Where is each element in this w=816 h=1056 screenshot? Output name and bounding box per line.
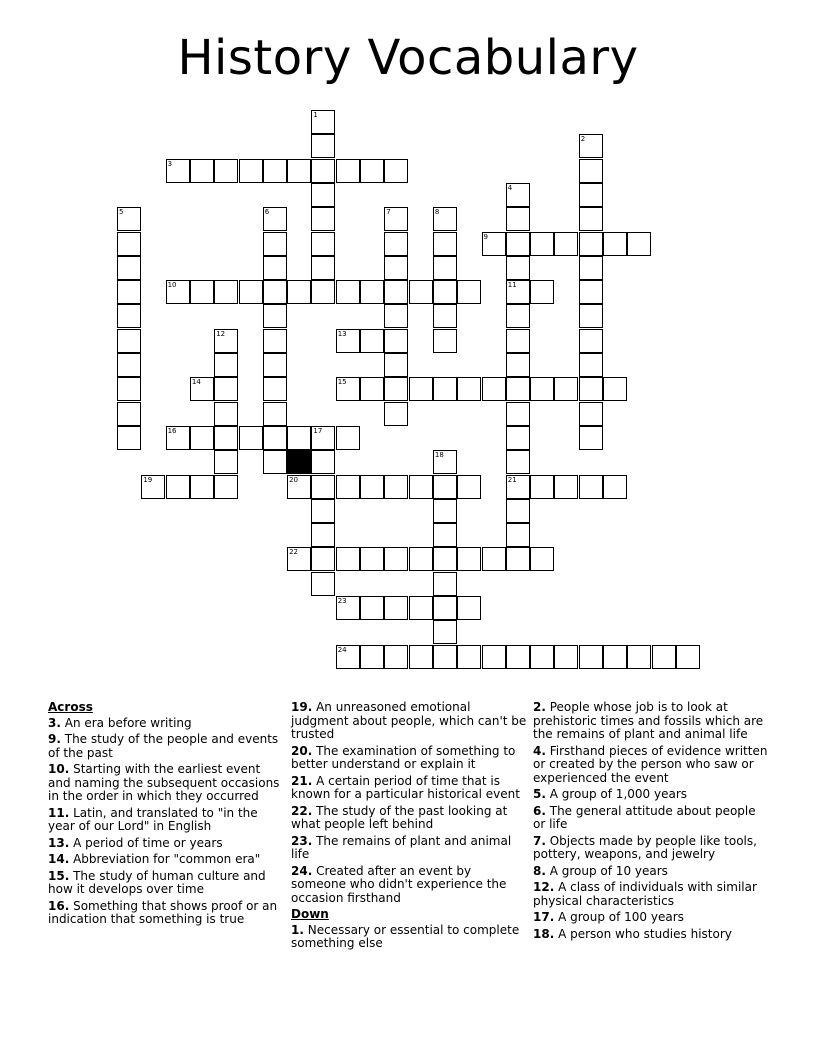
grid-cell[interactable] [141, 475, 165, 499]
grid-cell[interactable] [311, 499, 335, 523]
grid-cell[interactable] [336, 159, 360, 183]
grid-cell[interactable] [117, 329, 141, 353]
clue-number-label: 23. [291, 833, 313, 848]
grid-cell[interactable] [311, 475, 335, 499]
grid-cell[interactable] [482, 547, 506, 571]
clue-number-label: 7. [533, 833, 546, 848]
clues-column-1 [48, 701, 280, 930]
clue-number-label: 10. [48, 762, 70, 776]
grid-cell[interactable] [214, 280, 238, 304]
grid-cell[interactable] [579, 232, 603, 256]
grid-cell[interactable] [190, 475, 214, 499]
grid-cell[interactable] [579, 280, 603, 304]
clue-text: An era before writing [60, 715, 192, 730]
clue-text: The examination of something to better understand or explain it [291, 743, 516, 771]
grid-cell[interactable] [506, 499, 530, 523]
clue-number: 22 [289, 548, 299, 557]
grid-cell[interactable] [263, 426, 287, 450]
grid-cell[interactable] [287, 280, 311, 304]
grid-cell[interactable] [384, 547, 408, 571]
clue-number: 5 [119, 208, 124, 217]
grid-cell[interactable] [239, 159, 263, 183]
grid-cell[interactable] [554, 232, 578, 256]
clue-across [48, 900, 280, 927]
clue-number-label: 19. [291, 700, 313, 714]
clue-across [291, 745, 527, 772]
grid-cell[interactable] [554, 377, 578, 401]
grid-cell[interactable] [433, 596, 457, 620]
grid-cell[interactable] [433, 523, 457, 547]
grid-cell[interactable] [117, 377, 141, 401]
clue-down [291, 924, 527, 951]
grid-cell[interactable] [433, 280, 457, 304]
grid-cell[interactable] [409, 280, 433, 304]
clue-down [533, 745, 769, 786]
clue-number-label: 9. [48, 732, 61, 746]
clue-across [291, 701, 527, 742]
clue-number: 11 [507, 281, 517, 290]
grid-cell[interactable] [506, 280, 530, 304]
clue-number-label: 2. [533, 700, 546, 714]
clue-number: 16 [167, 426, 177, 435]
clue-text: People whose job is to look at prehistoric times and fossils which are the remains of plant and animal life [533, 700, 764, 741]
grid-cell[interactable] [506, 256, 530, 280]
clues-column-2 [291, 701, 527, 954]
grid-cell[interactable] [506, 645, 530, 669]
clue-number: 7 [386, 208, 391, 217]
grid-cell[interactable] [214, 159, 238, 183]
grid-cell[interactable] [360, 329, 384, 353]
grid-cell[interactable] [336, 329, 360, 353]
clue-number: 15 [337, 378, 347, 387]
grid-cell[interactable] [263, 207, 287, 231]
grid-cell[interactable] [190, 280, 214, 304]
grid-cell[interactable] [166, 159, 190, 183]
grid-cell[interactable] [311, 450, 335, 474]
clue-number: 4 [507, 183, 513, 192]
grid-cell[interactable] [311, 159, 335, 183]
grid-cell[interactable] [117, 232, 141, 256]
clue-text: The study of the people and events of the past [48, 732, 279, 760]
grid-cell[interactable] [579, 304, 603, 328]
grid-cell[interactable] [384, 329, 408, 353]
grid-cell[interactable] [506, 207, 530, 231]
grid-cell[interactable] [287, 475, 311, 499]
grid-cell[interactable] [311, 572, 335, 596]
grid-cell[interactable] [506, 402, 530, 426]
grid-cell[interactable] [214, 402, 238, 426]
grid-cell[interactable] [506, 523, 530, 547]
grid-cell[interactable] [117, 402, 141, 426]
clue-text: Created after an event by someone who didn't experience the occasion firsthand [291, 863, 507, 905]
clue-down [533, 835, 769, 862]
grid-cell[interactable] [117, 256, 141, 280]
grid-cell[interactable] [506, 377, 530, 401]
clue-text: Abbreviation for "common era" [69, 852, 261, 866]
grid-cell[interactable] [239, 280, 263, 304]
grid-cell[interactable] [530, 547, 554, 571]
grid-cell[interactable] [506, 547, 530, 571]
grid-cell[interactable] [506, 304, 530, 328]
clue-across [48, 763, 280, 804]
clue-down [533, 928, 769, 942]
clue-across [48, 717, 280, 731]
grid-cell[interactable] [409, 645, 433, 669]
grid-cell[interactable] [311, 547, 335, 571]
grid-cell[interactable] [384, 402, 408, 426]
grid-cell[interactable] [506, 232, 530, 256]
grid-cell[interactable] [311, 232, 335, 256]
black-square [287, 450, 311, 474]
clue-text: A group of 1,000 years [545, 787, 687, 801]
grid-cell[interactable] [433, 475, 457, 499]
grid-cell[interactable] [336, 547, 360, 571]
grid-cell[interactable] [311, 110, 335, 134]
grid-cell[interactable] [263, 159, 287, 183]
down-header: Down [291, 907, 329, 921]
clue-text: An unreasoned emotional judgment about people, which can't be trusted [291, 700, 527, 741]
grid-cell[interactable] [506, 183, 530, 207]
clue-text: Latin, and translated to "in the year of our Lord" in English [48, 805, 258, 833]
clue-text: The study of the past looking at what people left behind [291, 803, 508, 831]
grid-cell[interactable] [603, 377, 627, 401]
clue-number: 1 [313, 111, 318, 119]
grid-cell[interactable] [384, 232, 408, 256]
grid-cell[interactable] [336, 645, 360, 669]
grid-cell[interactable] [579, 256, 603, 280]
grid-cell[interactable] [579, 159, 603, 183]
grid-cell[interactable] [433, 207, 457, 231]
grid-cell[interactable] [433, 377, 457, 401]
clue-number-label: 21. [291, 773, 313, 788]
grid-cell[interactable] [384, 475, 408, 499]
grid-cell[interactable] [214, 377, 238, 401]
clue-number: 21 [507, 475, 517, 484]
clue-text: A group of 10 years [545, 863, 668, 878]
grid-cell[interactable] [311, 280, 335, 304]
clue-across [291, 835, 527, 862]
clue-text: A period of time or years [69, 835, 223, 850]
clue-number-label: 6. [533, 803, 546, 818]
grid-cell[interactable] [409, 547, 433, 571]
grid-cell[interactable] [311, 183, 335, 207]
grid-cell[interactable] [579, 475, 603, 499]
clue-down [533, 881, 769, 908]
clue-number: 24 [337, 645, 347, 654]
grid-cell[interactable] [482, 645, 506, 669]
grid-cell[interactable] [360, 159, 384, 183]
clue-number-label: 13. [48, 835, 70, 850]
clue-text: A class of individuals with similar physical characteristics [533, 880, 757, 908]
grid-cell[interactable] [336, 596, 360, 620]
grid-cell[interactable] [409, 596, 433, 620]
grid-cell[interactable] [433, 304, 457, 328]
grid-cell[interactable] [311, 256, 335, 280]
clue-number-label: 5. [533, 787, 546, 801]
grid-cell[interactable] [433, 547, 457, 571]
grid-cell[interactable] [360, 475, 384, 499]
clue-number-label: 4. [533, 743, 546, 758]
grid-cell[interactable] [579, 183, 603, 207]
across-header: Across [48, 700, 93, 714]
grid-cell[interactable] [579, 207, 603, 231]
grid-cell[interactable] [676, 645, 700, 669]
clue-number: 2 [580, 135, 586, 144]
clue-across [48, 853, 280, 867]
grid-cell[interactable] [627, 232, 651, 256]
grid-cell[interactable] [433, 499, 457, 523]
clue-number: 8 [434, 208, 440, 217]
clues-column-3 [533, 701, 769, 944]
grid-cell[interactable] [457, 475, 481, 499]
grid-cell[interactable] [579, 402, 603, 426]
grid-cell[interactable] [530, 280, 554, 304]
clue-number: 19 [143, 475, 153, 484]
grid-cell[interactable] [554, 475, 578, 499]
clue-down [533, 911, 769, 925]
clue-across [48, 807, 280, 834]
grid-cell[interactable] [579, 134, 603, 158]
grid-cell[interactable] [214, 329, 238, 353]
grid-cell[interactable] [603, 232, 627, 256]
grid-cell[interactable] [433, 620, 457, 644]
clue-number-label: 8. [533, 863, 546, 878]
clue-across [48, 870, 280, 897]
clue-text: The study of human culture and how it develops over time [48, 868, 266, 896]
grid-cell[interactable] [214, 475, 238, 499]
grid-cell[interactable] [433, 232, 457, 256]
grid-cell[interactable] [190, 159, 214, 183]
clue-number: 17 [313, 426, 323, 435]
grid-cell[interactable] [506, 450, 530, 474]
grid-cell[interactable] [579, 329, 603, 353]
grid-cell[interactable] [384, 159, 408, 183]
grid-cell[interactable] [336, 377, 360, 401]
grid-cell[interactable] [506, 475, 530, 499]
clue-across [291, 775, 527, 802]
grid-cell[interactable] [166, 426, 190, 450]
grid-cell[interactable] [603, 475, 627, 499]
clue-number: 14 [191, 378, 201, 387]
grid-cell[interactable] [117, 426, 141, 450]
grid-cell[interactable] [457, 377, 481, 401]
clue-number-label: 17. [533, 910, 555, 924]
grid-cell[interactable] [117, 304, 141, 328]
grid-cell[interactable] [384, 207, 408, 231]
grid-cell[interactable] [360, 280, 384, 304]
grid-cell[interactable] [482, 232, 506, 256]
grid-cell[interactable] [287, 159, 311, 183]
clue-text: Starting with the earliest event and naming the subsequent occasions in the order in which they occurred [48, 762, 280, 803]
grid-cell[interactable] [457, 645, 481, 669]
grid-cell[interactable] [263, 280, 287, 304]
grid-cell[interactable] [652, 645, 676, 669]
grid-cell[interactable] [457, 547, 481, 571]
clue-number: 6 [264, 208, 270, 217]
clue-down [533, 865, 769, 879]
clue-number: 13 [337, 329, 347, 338]
grid-cell[interactable] [360, 377, 384, 401]
grid-cell[interactable] [287, 547, 311, 571]
grid-cell[interactable] [554, 645, 578, 669]
grid-cell[interactable] [530, 475, 554, 499]
clue-number: 23 [337, 597, 347, 605]
clue-down [533, 805, 769, 832]
clue-number: 20 [289, 475, 299, 484]
grid-cell[interactable] [263, 377, 287, 401]
grid-cell[interactable] [360, 596, 384, 620]
grid-cell[interactable] [579, 645, 603, 669]
grid-cell[interactable] [433, 572, 457, 596]
clue-text: The remains of plant and animal life [291, 833, 512, 861]
clue-number-label: 20. [291, 743, 313, 758]
grid-cell[interactable] [506, 353, 530, 377]
grid-cell[interactable] [384, 280, 408, 304]
grid-cell[interactable] [190, 377, 214, 401]
grid-cell[interactable] [384, 256, 408, 280]
clue-number-label: 12. [533, 880, 555, 894]
grid-cell[interactable] [433, 329, 457, 353]
grid-cell[interactable] [384, 645, 408, 669]
grid-cell[interactable] [190, 426, 214, 450]
clue-number: 10 [167, 281, 177, 290]
clue-number: 18 [434, 451, 444, 460]
grid-cell[interactable] [409, 377, 433, 401]
grid-cell[interactable] [530, 232, 554, 256]
grid-cell[interactable] [360, 547, 384, 571]
grid-cell[interactable] [311, 426, 335, 450]
grid-cell[interactable] [433, 450, 457, 474]
grid-cell[interactable] [263, 450, 287, 474]
clue-text: Something that shows proof or an indication that something is true [48, 898, 278, 926]
clue-number: 9 [483, 232, 488, 241]
grid-cell[interactable] [482, 377, 506, 401]
clue-text: Firsthand pieces of evidence written or created by the person who saw or experienced the event [533, 743, 768, 785]
clue-number-label: 14. [48, 852, 70, 866]
clue-number-label: 18. [533, 926, 555, 941]
clue-number-label: 24. [291, 863, 313, 878]
grid-cell[interactable] [263, 402, 287, 426]
grid-cell[interactable] [263, 256, 287, 280]
grid-cell[interactable] [117, 207, 141, 231]
grid-cell[interactable] [457, 596, 481, 620]
grid-cell[interactable] [117, 280, 141, 304]
grid-cell[interactable] [603, 645, 627, 669]
grid-cell[interactable] [287, 426, 311, 450]
grid-cell[interactable] [336, 280, 360, 304]
clue-down [533, 788, 769, 802]
grid-cell[interactable] [263, 304, 287, 328]
clue-number-label: 1. [291, 922, 304, 937]
grid-cell[interactable] [166, 475, 190, 499]
grid-cell[interactable] [117, 353, 141, 377]
clue-number-label: 3. [48, 715, 61, 730]
grid-cell[interactable] [166, 280, 190, 304]
grid-cell[interactable] [384, 596, 408, 620]
clue-down [533, 701, 769, 742]
grid-cell[interactable] [311, 134, 335, 158]
clue-text: The general attitude about people or life [533, 803, 756, 831]
grid-cell[interactable] [627, 645, 651, 669]
grid-cell[interactable] [214, 450, 238, 474]
grid-cell[interactable] [579, 353, 603, 377]
grid-cell[interactable] [433, 256, 457, 280]
puzzle-title: History Vocabulary [177, 30, 639, 86]
clue-number-label: 15. [48, 868, 70, 883]
clue-text: Objects made by people like tools, pottery, weapons, and jewelry [533, 833, 757, 861]
clue-across [291, 865, 527, 906]
grid-cell[interactable] [214, 353, 238, 377]
grid-cell[interactable] [384, 304, 408, 328]
grid-cell[interactable] [457, 280, 481, 304]
clue-across [48, 733, 280, 760]
clue-across [48, 837, 280, 851]
grid-cell[interactable] [239, 426, 263, 450]
clue-number-label: 22. [291, 803, 313, 818]
clue-number-label: 16. [48, 898, 70, 913]
grid-cell[interactable] [336, 475, 360, 499]
grid-cell[interactable] [263, 329, 287, 353]
grid-cell[interactable] [530, 377, 554, 401]
clue-number-label: 11. [48, 805, 70, 820]
grid-cell[interactable] [263, 232, 287, 256]
grid-cell[interactable] [530, 645, 554, 669]
grid-cell[interactable] [263, 353, 287, 377]
grid-cell[interactable] [409, 475, 433, 499]
grid-cell[interactable] [579, 377, 603, 401]
grid-cell[interactable] [433, 645, 457, 669]
clue-number: 3 [167, 159, 173, 168]
grid-cell[interactable] [360, 645, 384, 669]
grid-cell[interactable] [384, 353, 408, 377]
clue-text: Necessary or essential to complete something else [291, 922, 520, 950]
clue-text: A person who studies history [554, 926, 732, 941]
grid-cell[interactable] [214, 426, 238, 450]
clue-number: 12 [216, 329, 226, 338]
clue-text: A group of 100 years [554, 910, 684, 924]
clue-text: A certain period of time that is known for a particular historical event [291, 773, 520, 801]
grid-cell[interactable] [384, 377, 408, 401]
grid-cell[interactable] [311, 523, 335, 547]
grid-cell[interactable] [336, 426, 360, 450]
grid-cell[interactable] [506, 426, 530, 450]
clue-across [291, 805, 527, 832]
grid-cell[interactable] [506, 329, 530, 353]
grid-cell[interactable] [579, 426, 603, 450]
grid-cell[interactable] [311, 207, 335, 231]
